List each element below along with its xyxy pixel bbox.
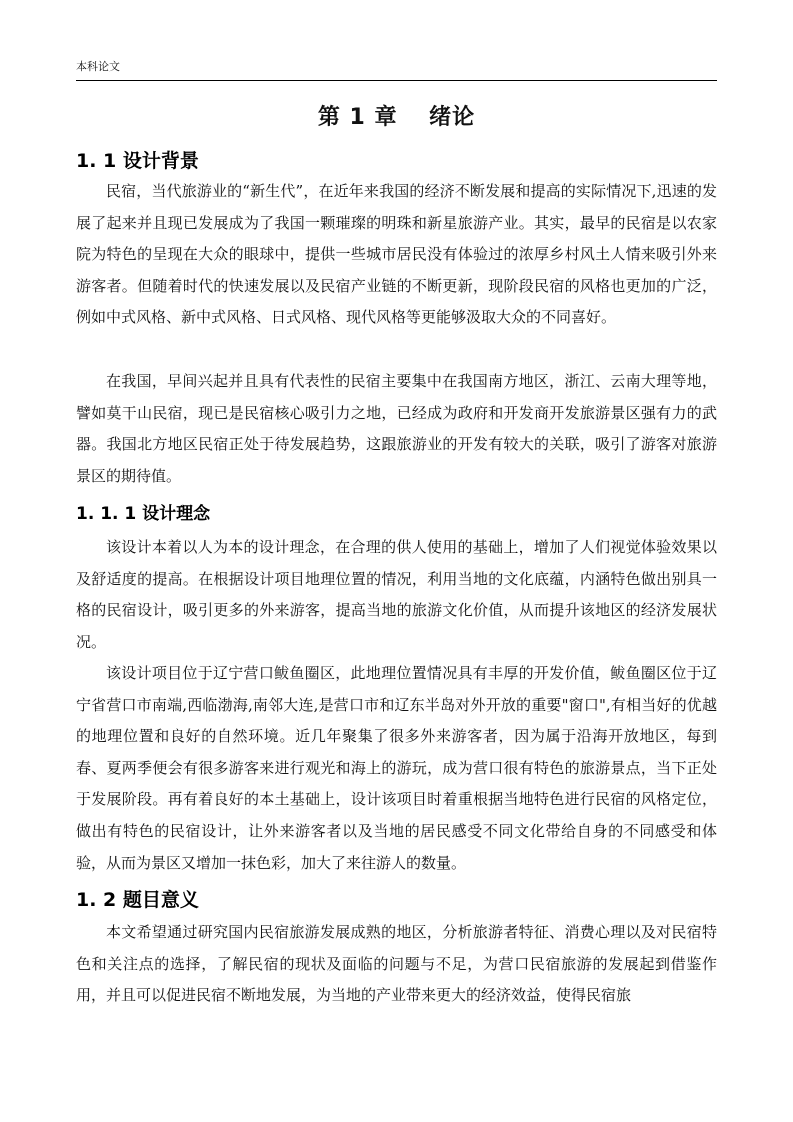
chapter-title: 第 1 章 绪论: [317, 105, 476, 130]
paragraph-design-background-1: 民宿，当代旅游业的“新生代”，在近年来我国的经济不断发展和提高的实际情况下,迅速的发展了起来并且现已发展成为了我国一颗璀璨的明珠和新星旅游产业。其实，最早的民宿是以农家院为特色的呈现在大众的眼球中，提供一些城市居民没有体验过的浓厚乡村风土人情来吸引外来游客者。但随着时代的快速发展以及民宿产业链的不断更新，现阶段民宿的风格也更加的广泛，例如中式风格、新中式风格、日式风格、现代风格等更能够汲取大众的不同喜好。: [76, 182, 717, 327]
header-divider: [76, 80, 717, 81]
running-header: 本科论文: [76, 60, 120, 73]
paragraph-topic-significance: 本文希望通过研究国内民宿旅游发展成熟的地区，分析旅游者特征、消费心理以及对民宿特色和关注点的选择，了解民宿的现状及面临的问题与不足，为营口民宿旅游的发展起到借鉴作用，并且可以促进民宿不断地发展，为当地的产业带来更大的经济效益，使得民宿旅: [76, 923, 717, 1005]
paragraph-design-concept-1: 该设计本着以人为本的设计理念，在合理的供人使用的基础上，增加了人们视觉体验效果以及舒适度的提高。在根据设计项目地理位置的情况，利用当地的文化底蕴，内涵特色做出别具一格的民宿设计，吸引更多的外来游客，提高当地的旅游文化价值，从而提升该地区的经济发展状况。: [76, 538, 717, 651]
section-heading-1-1: 1. 1 设计背景: [76, 150, 199, 172]
section-heading-1-1-1: 1. 1. 1 设计理念: [76, 504, 211, 524]
paragraph-design-background-2: 在我国，早间兴起并且具有代表性的民宿主要集中在我国南方地区，浙江、云南大理等地，譬如莫干山民宿，现已是民宿核心吸引力之地，已经成为政府和开发商开发旅游景区强有力的武器。我国北方地区民宿正处于待发展趋势，这跟旅游业的开发有较大的关联，吸引了游客对旅游景区的期待值。: [76, 372, 717, 485]
section-heading-1-2: 1. 2 题目意义: [76, 889, 199, 911]
paragraph-design-concept-2: 该设计项目位于辽宁营口鲅鱼圈区，此地理位置情况具有丰厚的开发价值，鲅鱼圈区位于辽宁省营口市南端,西临渤海,南邻大连,是营口市和辽东半岛对外开放的重要"窗口",有相当好的优越的地理位置和良好的自然环境。近几年聚集了很多外来游客者，因为属于沿海开放地区，每到春、夏两季便会有很多游客来进行观光和海上的游玩，成为营口很有特色的旅游景点，当下正处于发展阶段。再有着良好的本土基础上，设计该项目时着重根据当地特色进行民宿的风格定位，做出有特色的民宿设计，让外来游客者以及当地的居民感受不同文化带给自身的不同感受和体验，从而为景区又增加一抹色彩，加大了来往游人的数量。: [76, 664, 717, 872]
